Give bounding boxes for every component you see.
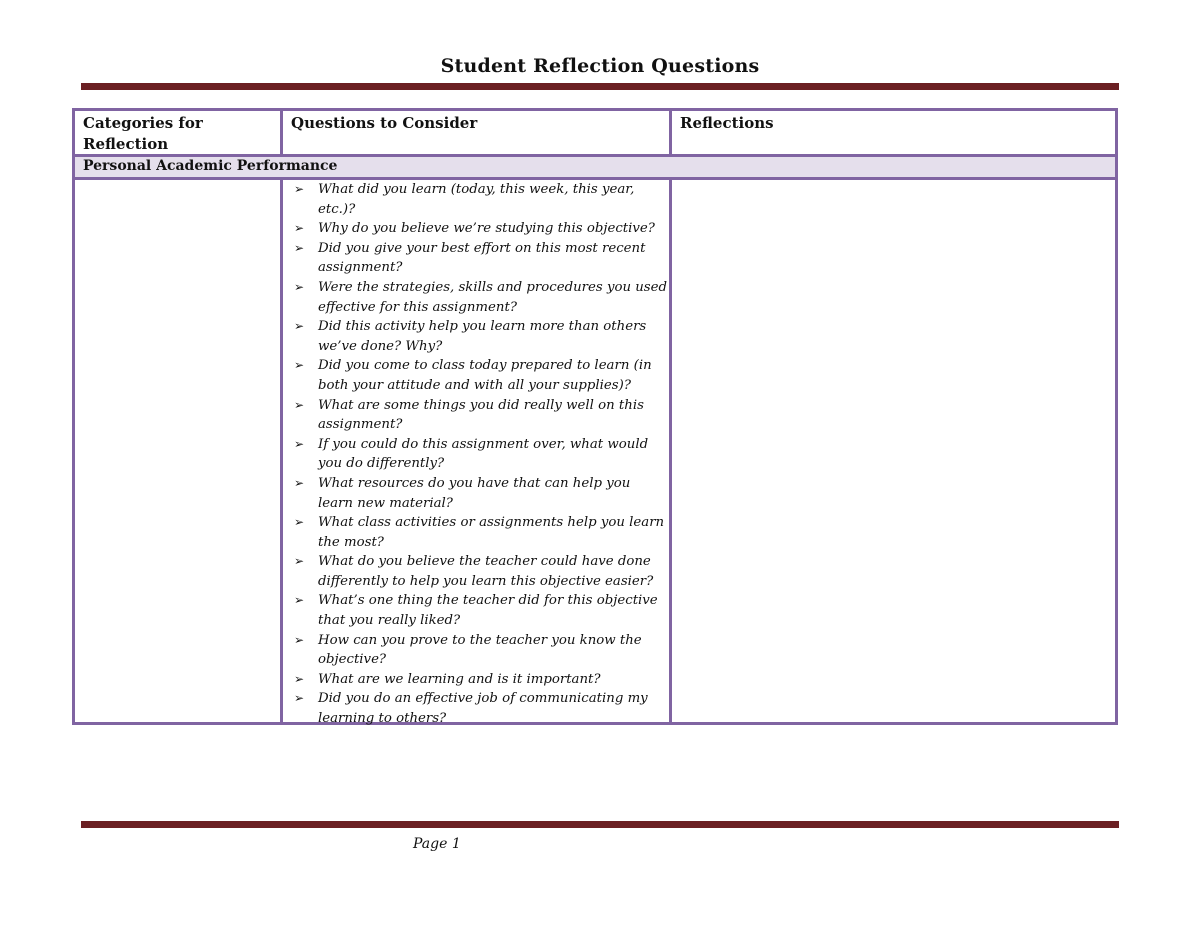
reflection-table bbox=[72, 108, 1118, 725]
question-text: What did you learn (today, this week, this year, etc.)? bbox=[318, 182, 635, 217]
question-text: What’s one thing the teacher did for this objective that you really liked? bbox=[318, 593, 658, 629]
question-text: What class activities or assignments help you learn the most? bbox=[318, 515, 665, 550]
arrowhead-bullet-icon: ➢ bbox=[294, 221, 305, 236]
question-item bbox=[294, 356, 669, 395]
arrowhead-bullet-icon: ➢ bbox=[294, 358, 305, 373]
arrowhead-bullet-icon: ➢ bbox=[294, 319, 305, 334]
arrowhead-bullet-icon: ➢ bbox=[294, 632, 305, 647]
arrowhead-bullet-icon: ➢ bbox=[294, 691, 305, 706]
arrowhead-bullet-icon: ➢ bbox=[294, 279, 305, 294]
arrowhead-bullet-icon: ➢ bbox=[294, 671, 305, 686]
question-text: How can you prove to the teacher you know the objective? bbox=[318, 632, 642, 668]
question-text: What are some things you did really well on this assignment? bbox=[318, 397, 644, 433]
arrowhead-bullet-icon: ➢ bbox=[294, 593, 305, 608]
arrowhead-bullet-icon: ➢ bbox=[294, 515, 305, 530]
arrowhead-bullet-icon: ➢ bbox=[294, 397, 305, 412]
arrowhead-bullet-icon: ➢ bbox=[294, 436, 305, 451]
question-item bbox=[294, 552, 669, 591]
question-item bbox=[294, 670, 669, 690]
header-rule bbox=[81, 83, 1119, 90]
reflections-cell[interactable] bbox=[669, 180, 1115, 722]
header-categories: Categories for Reflection bbox=[83, 114, 203, 153]
question-item bbox=[294, 689, 669, 728]
arrowhead-bullet-icon: ➢ bbox=[294, 182, 305, 196]
arrowhead-bullet-icon: ➢ bbox=[294, 475, 305, 490]
question-item bbox=[294, 474, 669, 513]
question-text: Did this activity help you learn more than others we’ve done? Why? bbox=[318, 319, 647, 354]
question-item bbox=[294, 435, 669, 474]
question-text: Did you do an effective job of communicating my learning to others? bbox=[318, 691, 648, 727]
question-text: What do you believe the teacher could have done differently to help you learn this objective easier? bbox=[318, 554, 654, 589]
header-questions: Questions to Consider bbox=[280, 111, 669, 154]
questions-cell bbox=[280, 180, 669, 727]
question-item bbox=[294, 180, 669, 219]
questions-list bbox=[294, 180, 669, 729]
arrowhead-bullet-icon: ➢ bbox=[294, 240, 305, 255]
page-title: Student Reflection Questions bbox=[440, 55, 760, 77]
question-text: If you could do this assignment over, what would you do differently? bbox=[318, 436, 649, 472]
question-item bbox=[294, 278, 669, 317]
question-text: Did you give your best effort on this most recent assignment? bbox=[318, 240, 646, 276]
question-item bbox=[294, 513, 669, 552]
question-item bbox=[294, 591, 669, 630]
question-item bbox=[294, 239, 669, 278]
question-item bbox=[294, 219, 669, 239]
arrowhead-bullet-icon: ➢ bbox=[294, 554, 305, 569]
footer-rule bbox=[81, 821, 1119, 828]
category-cell[interactable] bbox=[75, 180, 280, 722]
header-reflections: Reflections bbox=[669, 111, 1115, 154]
question-item bbox=[294, 317, 669, 356]
question-text: What resources do you have that can help you learn new material? bbox=[318, 475, 631, 511]
question-item bbox=[294, 396, 669, 435]
question-text: What are we learning and is it important? bbox=[318, 671, 601, 687]
question-text: Were the strategies, skills and procedures you used effective for this assignment? bbox=[318, 279, 668, 315]
section-title-row: Personal Academic Performance bbox=[75, 157, 1115, 177]
page-number: Page 1 bbox=[413, 836, 461, 852]
question-item bbox=[294, 631, 669, 670]
question-text: Why do you believe we’re studying this objective? bbox=[318, 221, 655, 237]
question-text: Did you come to class today prepared to learn (in both your attitude and with all your supplies)? bbox=[318, 358, 652, 393]
